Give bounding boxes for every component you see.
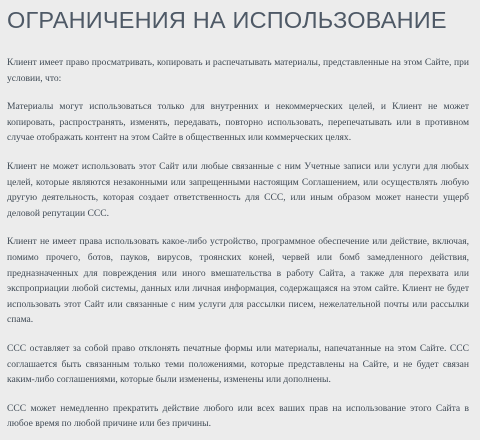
page-title: ОГРАНИЧЕНИЯ НА ИСПОЛЬЗОВАНИЕ — [7, 7, 447, 33]
paragraph-printed-forms: CCC оставляет за собой право отклонять печатные формы или материалы, напечатанные на этом Сайте. CCC соглашается быть связанным только теми положениями, которые представлены на Сайте, и не будет связан каким-либо соглашениями, которые были изменены, изменены или дополнены. — [7, 342, 469, 386]
terms-content — [7, 55, 469, 432]
paragraph-internal-use: Материалы могут использоваться только для внутренних и некоммерческих целей, и Клиент не может копировать, распространять, изменять, передавать, повторно использовать, перепечатывать или в противном случае отображать контент на этом Сайте в общественных или коммерческих целях. — [7, 101, 469, 144]
paragraph-viewing-rights: Клиент имеет право просматривать, копировать и распечатывать материалы, представленные на этом Сайте, при условии, что: — [7, 57, 469, 84]
paragraph-unlawful-use: Клиент не может использовать этот Сайт или любые связанные с ним Учетные записи или услуги для любых целей, которые являются незаконными или запрещенными настоящим Соглашением, или осуществлять любую другую деятельность, которая создает ответственность для CCC, или иным образом может нанести ущерб деловой репутации CCC. — [7, 160, 469, 219]
paragraph-malicious-software: Клиент не имеет права использовать какое-либо устройство, программное обеспечение или действие, включая, помимо прочего, ботов, пауков, вирусов, троянских коней, червей или бомб замедленного действия, предназначенных для повреждения или иного вмешательства в работу Сайта, а также для перехвата или экспроприации любой системы, данных или личная информация, содержащаяся на этом сайте. Клиент не будет использовать этот Сайт или связанные с ним услуги для рассылки писем, нежелательной почты или рассылки спама. — [7, 236, 469, 326]
paragraph-termination: CCC может немедленно прекратить действие любого или всех ваших прав на использование этого Сайта в любое время по любой причине или без причины. — [7, 402, 469, 430]
